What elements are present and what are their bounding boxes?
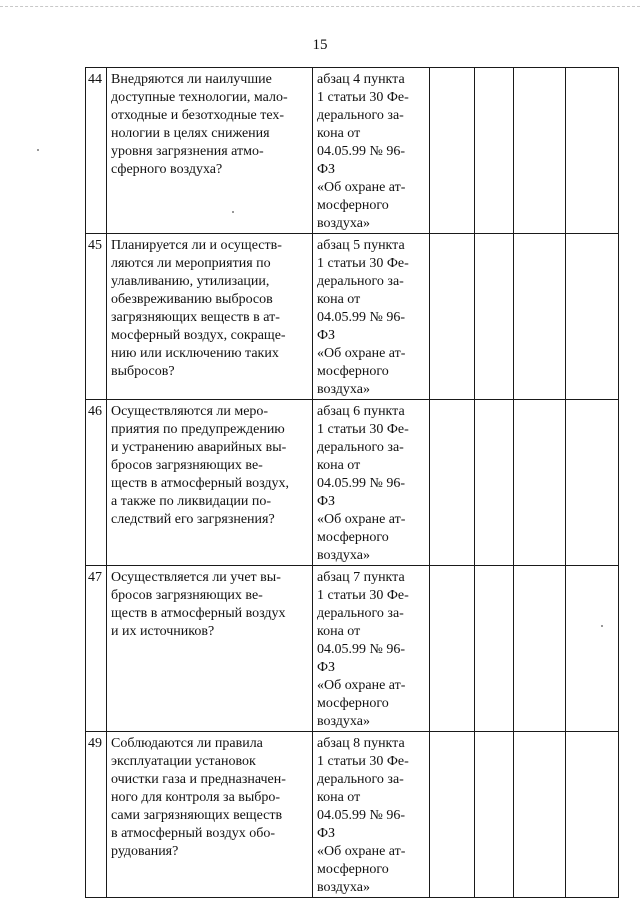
table-row: [86, 566, 619, 732]
empty-cell: [514, 566, 566, 732]
item-number: 47: [86, 566, 107, 732]
table-row: [86, 234, 619, 400]
item-number: 46: [86, 400, 107, 566]
empty-cell: [566, 400, 619, 566]
table-row: [86, 732, 619, 898]
item-number: 45: [86, 234, 107, 400]
empty-cell: [566, 68, 619, 234]
legal-reference-cell: абзац 8 пункта 1 статьи 30 Фе- дерального за- кона от 04.05.99 № 96- ФЗ «Об охране ат- мосферного воздуха»: [313, 732, 430, 898]
empty-cell: [566, 234, 619, 400]
scan-top-edge: [0, 6, 640, 7]
checklist-table: [85, 67, 619, 898]
empty-cell: [514, 234, 566, 400]
empty-cell: [514, 68, 566, 234]
table-row: [86, 68, 619, 234]
empty-cell: [475, 732, 514, 898]
empty-cell: [430, 68, 475, 234]
item-number: 44: [86, 68, 107, 234]
empty-cell: [475, 68, 514, 234]
item-number: 49: [86, 732, 107, 898]
empty-cell: [430, 732, 475, 898]
empty-cell: [475, 234, 514, 400]
legal-reference-cell: абзац 5 пункта 1 статьи 30 Фе- дерального за- кона от 04.05.99 № 96- ФЗ «Об охране ат- мосферного воздуха»: [313, 234, 430, 400]
question-cell: Осуществляются ли меро- приятия по предупреждению и устранению аварийных вы- бросов загрязняющих ве- ществ в атмосферный воздух, а также по ликвидации по- следствий его загрязнения?: [107, 400, 313, 566]
page-number: 15: [312, 37, 328, 53]
empty-cell: [514, 400, 566, 566]
legal-reference-cell: абзац 4 пункта 1 статьи 30 Фе- дерального за- кона от 04.05.99 № 96- ФЗ «Об охране ат- мосферного воздуха»: [313, 68, 430, 234]
question-cell: Планируется ли и осуществ- ляются ли мероприятия по улавливанию, утилизации, обезвреживанию выбросов загрязняющих веществ в ат- мосферный воздух, сокраще- нию или исключению таких выбросов?: [107, 234, 313, 400]
empty-cell: [430, 400, 475, 566]
legal-reference-cell: абзац 6 пункта 1 статьи 30 Фе- дерального за- кона от 04.05.99 № 96- ФЗ «Об охране ат- мосферного воздуха»: [313, 400, 430, 566]
empty-cell: [430, 234, 475, 400]
question-cell: Осуществляется ли учет вы- бросов загрязняющих ве- ществ в атмосферный воздух и их источников?: [107, 566, 313, 732]
empty-cell: [430, 566, 475, 732]
empty-cell: [566, 732, 619, 898]
legal-reference-cell: абзац 7 пункта 1 статьи 30 Фе- дерального за- кона от 04.05.99 № 96- ФЗ «Об охране ат- мосферного воздуха»: [313, 566, 430, 732]
question-cell: Внедряются ли наилучшие доступные технологии, мало- отходные и безотходные тех- нологии в целях снижения уровня загрязнения атмо- сферного воздуха?: [107, 68, 313, 234]
empty-cell: [514, 732, 566, 898]
empty-cell: [475, 566, 514, 732]
empty-cell: [566, 566, 619, 732]
empty-cell: [475, 400, 514, 566]
question-cell: Соблюдаются ли правила эксплуатации установок очистки газа и предназначен- ного для контроля за выбро- сами загрязняющих веществ в атмосферный воздух обо- рудования?: [107, 732, 313, 898]
scan-speck: [37, 149, 39, 151]
table-row: [86, 400, 619, 566]
